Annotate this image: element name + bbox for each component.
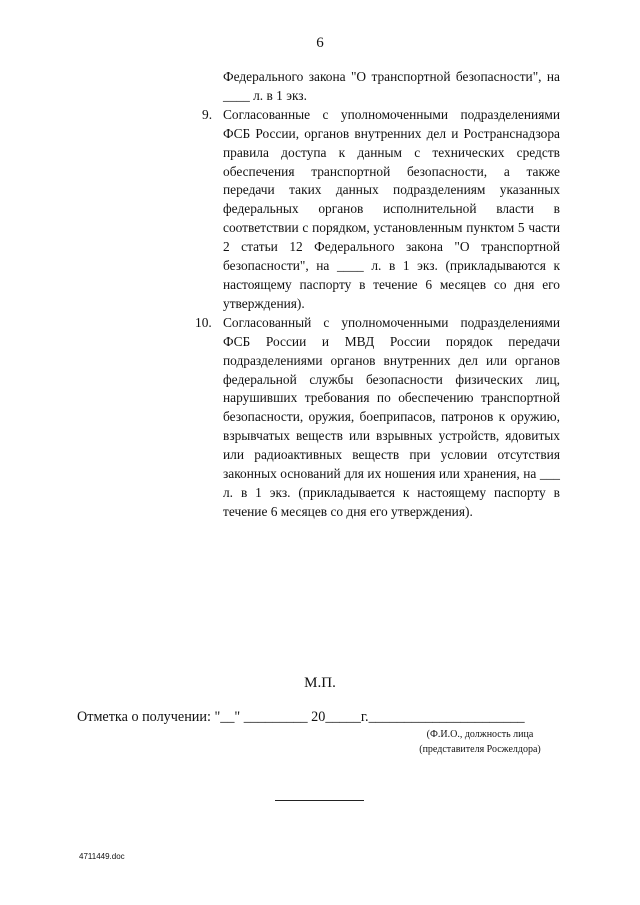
list-item-number: 10.: [195, 314, 212, 330]
list-item-number: 9.: [202, 106, 213, 122]
list-item-9: [202, 106, 560, 314]
caption-line-1: (Ф.И.О., должность лица: [426, 729, 534, 740]
list-item-text: Согласованные с уполномоченными подразделениями ФСБ России, органов внутренних дел и Ространснадзора правила доступа к данным с технических средств обеспечения транспортной безопасности, а также передачи таких данных подразделениям указанных федеральных органов исполнительной власти в соответствии с порядком, установленным пунктом 5 части 2 статьи 12 Федерального закона "О транспортной безопасности", на ____ л. в 1 экз. (прикладываются к настоящему паспорту в течение 6 месяцев со дня его утверждения).: [223, 106, 560, 311]
list-item-text: Согласованный с уполномоченными подразделениями ФСБ России и МВД России порядок передачи подразделениями органов внутренних дел или органов федеральной службы безопасности физических лиц, нарушивших требования по обеспечению транспортной безопасности, оружия, боеприпасов, патронов к оружию, взрывчатых веществ или взрывных устройств, ядовитых или радиоактивных веществ при условии отсутствия законных оснований для их ношения или хранения, на ___ л. в 1 экз. (прикладывается к настоящему паспорту в течение 6 месяцев со дня его утверждения).: [223, 314, 560, 519]
receipt-line: Отметка о получении: "__" _________ 20_____г.______________________: [77, 709, 525, 725]
stamp-label: М.П.: [304, 675, 336, 691]
continuation-text: Федерального закона "О транспортной безопасности", на ____ л. в 1 экз.: [223, 69, 560, 103]
signature-caption: [405, 727, 555, 757]
page-number: 6: [316, 35, 324, 51]
caption-line-2: (представителя Росжелдора): [419, 744, 541, 755]
footer-filename: 4711449.doc: [79, 852, 125, 861]
separator-rule: [275, 800, 364, 801]
document-body: [195, 68, 560, 522]
list-item-10: [195, 314, 560, 522]
